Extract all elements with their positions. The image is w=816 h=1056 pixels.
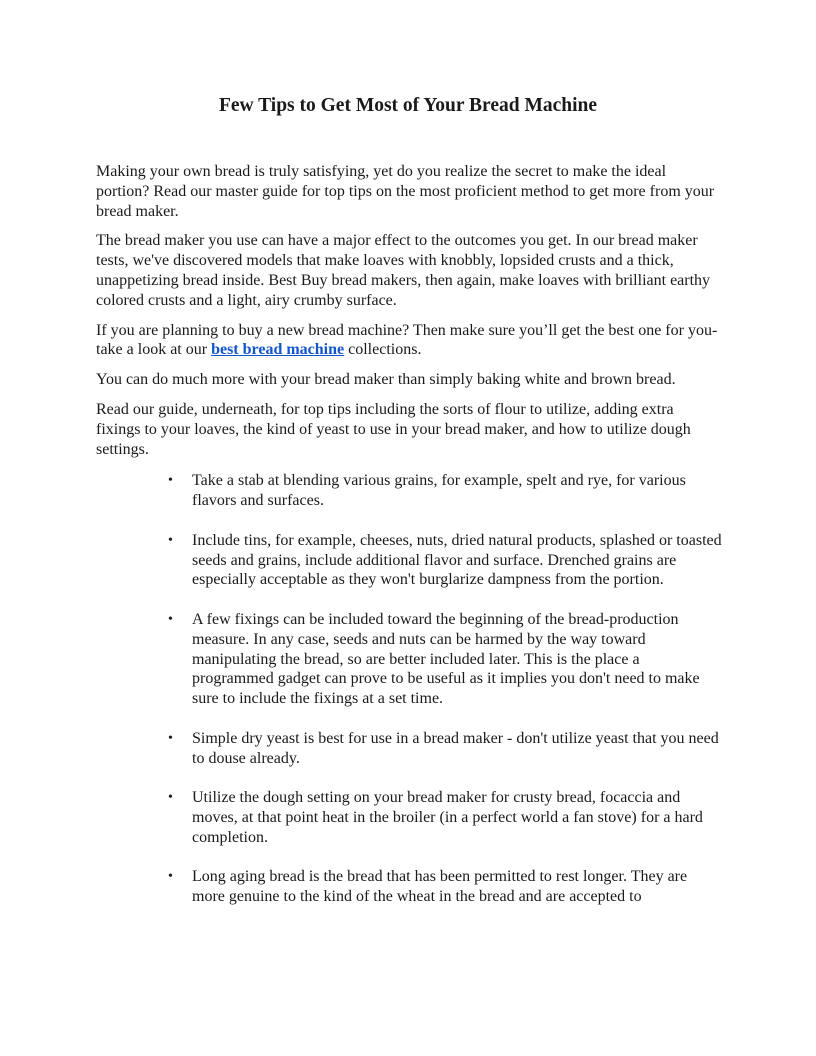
document-body xyxy=(96,162,722,927)
paragraph-read-guide: Read our guide, underneath, for top tips including the sorts of flour to utilize, adding extra fixings to your loaves, the kind of yeast to use in your bread maker, and how to utilize dough settings. xyxy=(96,400,691,458)
bullet-icon: • xyxy=(168,611,173,627)
paragraph-buy-new-machine xyxy=(96,321,722,361)
tip-text: Simple dry yeast is best for use in a bread maker - don't utilize yeast that you need to douse already. xyxy=(192,729,719,767)
document-title: Few Tips to Get Most of Your Bread Machine xyxy=(218,95,598,116)
bullet-icon: • xyxy=(168,869,173,885)
list-item xyxy=(168,610,722,709)
tips-list xyxy=(168,471,722,907)
list-item xyxy=(168,471,722,511)
tip-text: Take a stab at blending various grains, for example, spelt and rye, for various flavors and surfaces. xyxy=(192,472,686,510)
paragraph-bread-maker-tests: The bread maker you use can have a major effect to the outcomes you get. In our bread maker tests, we've discovered models that make loaves with knobbly, lopsided crusts and a thick, unappetizing bread inside. Best Buy bread makers, then again, make loaves with brilliant earthy colored crusts and a light, airy crumby surface. xyxy=(96,232,711,309)
paragraph-intro: Making your own bread is truly satisfying, yet do you realize the secret to make the ideal portion? Read our master guide for top tips on the most proficient method to get more from your bread maker. xyxy=(96,163,715,220)
best-bread-machine-link[interactable]: best bread machine xyxy=(211,341,345,359)
bullet-icon: • xyxy=(168,730,173,746)
list-item xyxy=(168,531,722,590)
tip-text: Utilize the dough setting on your bread maker for crusty bread, focaccia and moves, at that point heat in the broiler (in a perfect world a fan stove) for a hard completion. xyxy=(192,789,703,846)
bullet-icon: • xyxy=(168,473,173,489)
list-item xyxy=(168,788,722,847)
list-item xyxy=(168,867,722,907)
tip-text: Long aging bread is the bread that has been permitted to rest longer. They are more genuine to the kind of the wheat in the bread and are accepted to xyxy=(192,868,688,906)
paragraph-more-than-baking: You can do much more with your bread maker than simply baking white and brown bread. xyxy=(96,371,676,389)
list-item xyxy=(168,729,722,769)
paragraph-text-after-link: collections. xyxy=(344,341,422,359)
paragraph-text-before-link: If you are planning to buy a new bread machine? Then make sure you’ll get the best one for you- take a look at our xyxy=(96,321,718,359)
bullet-icon: • xyxy=(168,532,173,548)
tip-text: A few fixings can be included toward the beginning of the bread-production measure. In any case, seeds and nuts can be harmed by the way toward manipulating the bread, so are better included later. This is the place a programmed gadget can prove to be useful as it implies you don't need to make sure to include the fixings at a set time. xyxy=(192,610,700,708)
tip-text: Include tins, for example, cheeses, nuts, dried natural products, splashed or toasted seeds and grains, include additional flavor and surface. Drenched grains are especially acceptable as they won't burglarize dampness from the portion. xyxy=(192,531,722,589)
bullet-icon: • xyxy=(168,790,173,806)
